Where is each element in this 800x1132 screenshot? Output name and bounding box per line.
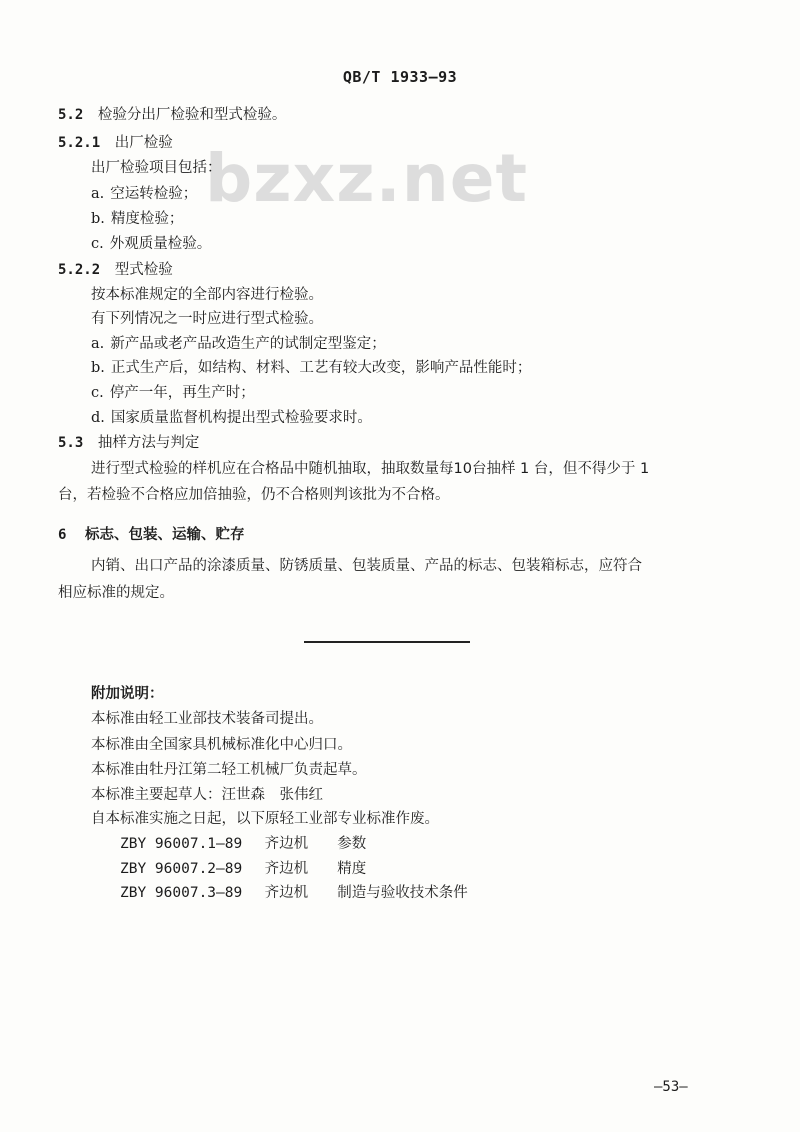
reference-name: 齐边机 [264,861,309,877]
item-text: 外观质量检验。 [109,236,212,252]
section-divider [304,641,470,643]
list-item [91,233,211,255]
list-item [91,208,183,230]
reference-row [120,858,366,880]
section-number: 5.2.1 [58,135,101,151]
paragraph-line: 进行型式检验的样机应在合格品中随机抽取，抽取数量每10台抽样 1 台，但不得少于 1 [91,461,650,477]
appendix-line: 本标准主要起草人：汪世森 张伟红 [91,787,323,803]
reference-name: 齐边机 [264,885,309,901]
item-letter: b. [91,211,105,227]
section-title: 出厂检验 [114,135,173,151]
section-6-heading [58,524,245,546]
reference-desc: 参数 [337,836,367,852]
paragraph: 按本标准规定的全部内容进行检验。 [91,287,323,303]
paragraph-line: 相应标准的规定。 [58,585,174,601]
section-text: 检验分出厂检验和型式检验。 [97,107,287,123]
item-letter: a. [91,336,105,352]
section-5-3-heading [58,432,199,454]
section-title: 抽样方法与判定 [97,435,200,451]
item-text: 停产一年，再生产时； [109,385,255,401]
paragraph-line: 内销、出口产品的涂漆质量、防锈质量、包装质量、产品的标志、包装箱标志，应符合 [91,558,642,574]
item-letter: a. [91,186,105,202]
section-number: 6 [58,527,67,543]
reference-name: 齐边机 [264,836,309,852]
appendix-line: 本标准由全国家具机械标准化中心归口。 [91,737,352,753]
item-text: 空运转检验； [110,186,198,202]
reference-row [120,833,366,855]
paragraph-line: 台，若检验不合格应加倍抽验，仍不合格则判该批为不合格。 [58,487,450,503]
list-item [91,382,255,404]
section-title: 标志、包装、运输、贮存 [85,527,245,543]
reference-row [120,882,468,904]
reference-code: ZBY 96007.2—89 [120,861,243,877]
section-number: 5.2 [58,107,84,123]
list-item [91,407,372,429]
item-letter: c. [91,236,104,252]
paragraph: 有下列情况之一时应进行型式检验。 [91,311,323,327]
section-5-2 [58,104,286,126]
paragraph: 出厂检验项目包括： [91,160,222,176]
section-5-2-1-heading [58,132,173,154]
appendix-line: 本标准由轻工业部技术装备司提出。 [91,711,323,727]
item-text: 正式生产后，如结构、材料、工艺有较大改变，影响产品性能时； [110,360,532,376]
section-number: 5.2.2 [58,262,101,278]
item-letter: d. [91,410,105,426]
item-text: 新产品或老产品改造生产的试制定型鉴定； [110,336,386,352]
appendix-title: 附加说明： [91,686,164,702]
item-text: 精度检验； [110,211,184,227]
appendix-line: 本标准由牡丹江第二轻工机械厂负责起草。 [91,762,367,778]
appendix-line: 自本标准实施之日起，以下原轻工业部专业标准作废。 [91,811,439,827]
reference-desc: 精度 [337,861,367,877]
item-letter: b. [91,360,105,376]
list-item [91,357,531,379]
standard-code-header: QB/T 1933—93 [342,68,458,86]
list-item [91,183,197,205]
page-number: —53— [654,1079,688,1095]
item-letter: c. [91,385,104,401]
list-item [91,333,386,355]
reference-code: ZBY 96007.1—89 [120,836,243,852]
reference-code: ZBY 96007.3—89 [120,885,243,901]
section-title: 型式检验 [114,262,173,278]
section-5-2-2-heading [58,259,173,281]
watermark: bzxz.net [205,140,529,217]
item-text: 国家质量监督机构提出型式检验要求时。 [110,410,372,426]
section-number: 5.3 [58,435,84,451]
reference-desc: 制造与验收技术条件 [337,885,468,901]
